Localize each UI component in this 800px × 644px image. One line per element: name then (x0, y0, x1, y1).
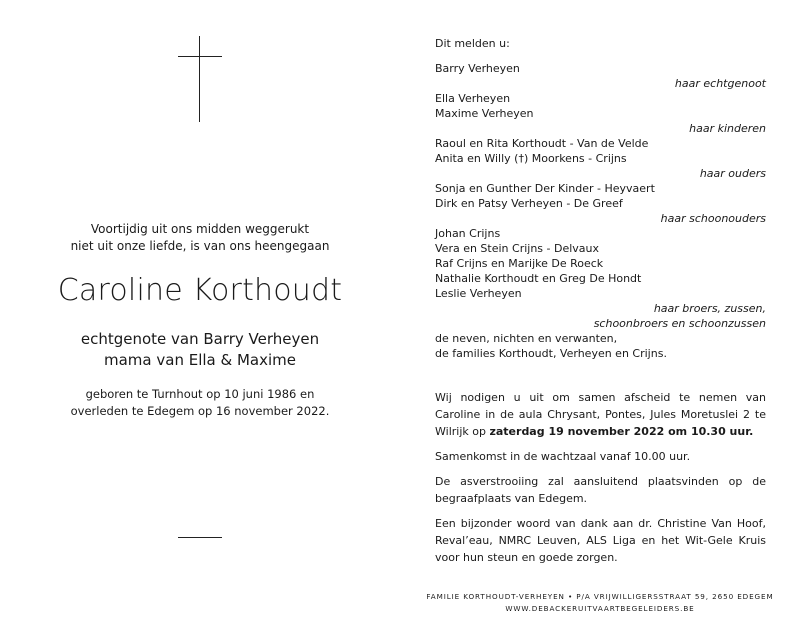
ceremony-datetime: zaterdag 19 november 2022 om 10.30 uur. (489, 425, 754, 438)
birth-death-dates (0, 386, 400, 420)
family-role: haar echtgenoot (674, 77, 766, 90)
intro-line: Voortijdig uit ons midden weggerukt (90, 222, 310, 236)
family-name: Anita en Willy (†) Moorkens - Crijns (435, 152, 627, 165)
thanks-text: Een bijzonder woord van dank aan dr. Christine Van Hoof, Reval’eau, NMRC Leuven, ALS Liga en het Wit-Gele Kruis voor hun steun en goede zorgen. (435, 517, 766, 564)
family-name: Johan Crijns (435, 227, 501, 240)
relation-text (0, 329, 400, 371)
closing-line: de neven, nichten en verwanten, (435, 332, 618, 345)
family-role: haar kinderen (689, 122, 766, 135)
announcement-header: Dit melden u: (435, 37, 510, 50)
deceased-name: Caroline Korthoudt (57, 273, 343, 308)
family-name: Sonja en Gunther Der Kinder - Heyvaert (435, 182, 655, 195)
invite-paragraph (435, 389, 766, 440)
family-name: Leslie Verheyen (435, 287, 522, 300)
relation-line: mama van Ella & Maxime (104, 351, 296, 369)
right-panel (435, 0, 766, 644)
family-name: Maxime Verheyen (435, 107, 534, 120)
announcement-list (435, 36, 766, 361)
cross-icon (178, 36, 222, 122)
scattering-text: De asverstrooiing zal aansluitend plaatsvinden op de begraafplaats van Edegem. (435, 475, 766, 505)
family-name: Raoul en Rita Korthoudt - Van de Velde (435, 137, 649, 150)
intro-text (0, 221, 400, 255)
divider (178, 537, 222, 538)
family-name: Raf Crijns en Marijke De Roeck (435, 257, 604, 270)
family-role: haar ouders (699, 167, 766, 180)
footer-address: FAMILIE KORTHOUDT-VERHEYEN • P/A VRIJWILLIGERSSTRAAT 59, 2650 EDEGEM (426, 592, 774, 601)
family-name: Nathalie Korthoudt en Greg De Hondt (435, 272, 642, 285)
family-name: Vera en Stein Crijns - Delvaux (435, 242, 600, 255)
family-role: haar schoonouders (660, 212, 766, 225)
intro-line: niet uit onze liefde, is van ons heengegaan (70, 239, 330, 253)
footer (405, 591, 795, 615)
date-line: overleden te Edegem op 16 november 2022. (70, 404, 330, 418)
gathering-text: Samenkomst in de wachtzaal vanaf 10.00 uur. (435, 450, 691, 463)
relation-line: echtgenote van Barry Verheyen (80, 330, 320, 348)
family-name: Ella Verheyen (435, 92, 511, 105)
invite-text: Wij nodigen u uit om samen afscheid te nemen van Caroline in de aula Chrysant, Pontes, Jules Moretuslei 2 te Wilrijk op (435, 391, 766, 438)
family-name: Barry Verheyen (435, 62, 520, 75)
family-role: haar broers, zussen, (653, 302, 766, 315)
footer-website: WWW.DEBACKERUITVAARTBEGELEIDERS.BE (505, 604, 695, 613)
family-role: schoonbroers en schoonzussen (593, 317, 766, 330)
ceremony-info (435, 389, 766, 574)
family-name: Dirk en Patsy Verheyen - De Greef (435, 197, 623, 210)
date-line: geboren te Turnhout op 10 juni 1986 en (85, 387, 315, 401)
closing-line: de families Korthoudt, Verheyen en Crijns. (435, 347, 667, 360)
